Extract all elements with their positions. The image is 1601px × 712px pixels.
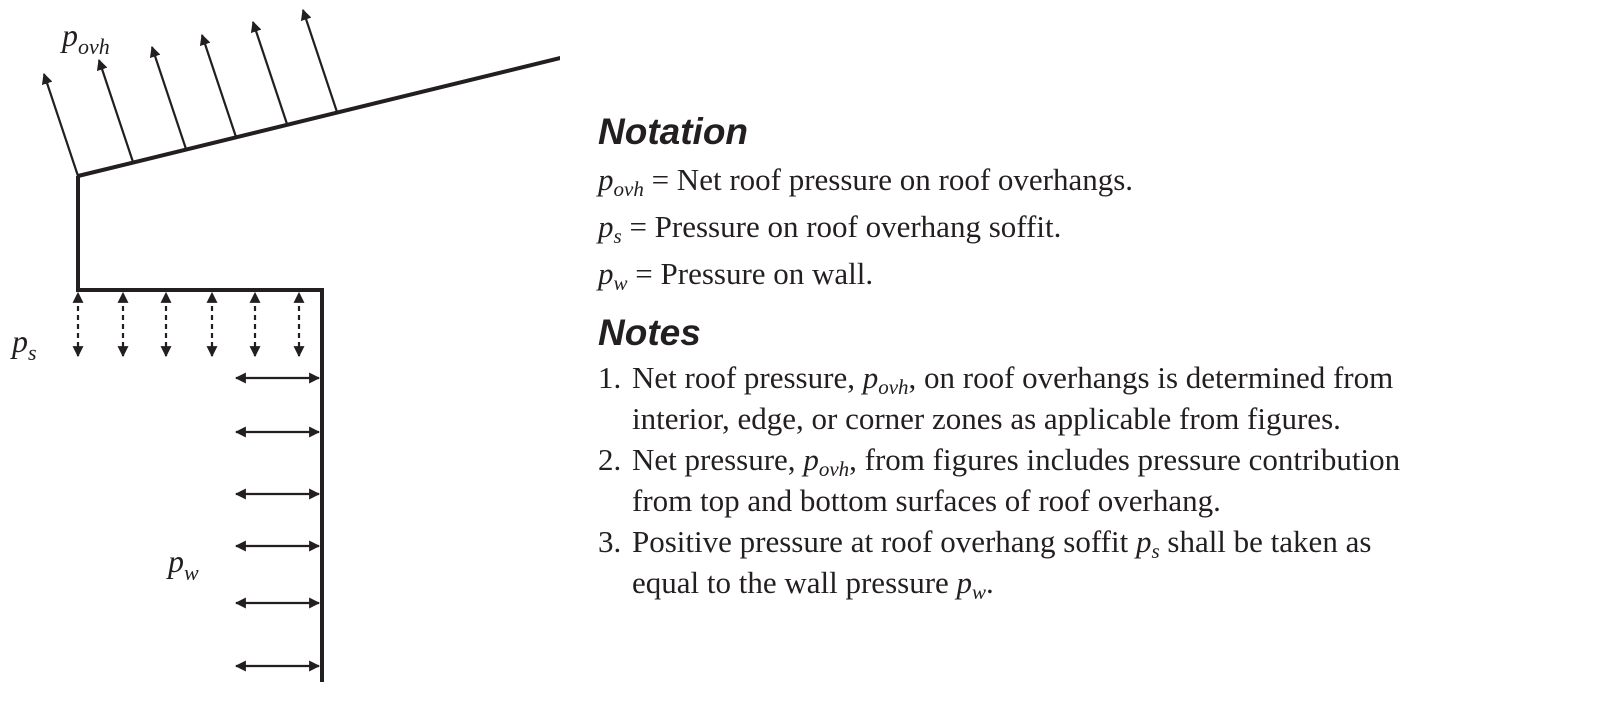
text-panel xyxy=(598,108,1598,603)
note-text: equal to the wall pressure $p_w$. xyxy=(632,565,994,604)
pressure-symbol: $p_{ovh}$ xyxy=(862,360,909,399)
note-line xyxy=(598,562,1598,603)
label-p-ovh: $p_{ovh}$ xyxy=(62,17,110,59)
notes-list xyxy=(598,357,1598,603)
note-text: Net pressure, $p_{ovh}$, from figures includes pressure contribution xyxy=(632,442,1401,481)
note-text: interior, edge, or corner zones as applicable from figures. xyxy=(632,401,1341,436)
notation-item: $p_w$ = Pressure on wall. xyxy=(598,256,874,295)
notation-item: $p_{ovh}$ = Net roof pressure on roof overhangs. xyxy=(598,162,1134,201)
roof-uplift-arrow xyxy=(303,10,337,112)
roof-uplift-arrow xyxy=(202,35,236,137)
note-number xyxy=(598,398,632,439)
note-text: Positive pressure at roof overhang soffit $p_s$ shall be taken as xyxy=(632,524,1372,563)
notation-list xyxy=(598,156,1598,297)
pressure-symbol: $p_s$ xyxy=(1135,524,1160,563)
note-number xyxy=(598,562,632,603)
note-number: 2. xyxy=(598,442,622,477)
pressure-symbol: $p_s$ xyxy=(598,209,622,248)
notation-item: $p_s$ = Pressure on roof overhang soffit. xyxy=(598,209,1062,248)
soffit-pressure-arrows xyxy=(78,293,299,356)
label-p-w: $p_w$ xyxy=(168,543,199,585)
roof-uplift-arrow xyxy=(44,74,78,176)
pressure-symbol: $p_w$ xyxy=(598,256,628,295)
note-line xyxy=(598,480,1598,521)
wall-pressure-arrows xyxy=(236,378,319,666)
notes-heading: Notes xyxy=(598,312,701,353)
overhang-fascia xyxy=(78,176,322,682)
note-number: 3. xyxy=(598,524,622,559)
label-p-s: $p_s$ xyxy=(12,323,37,365)
roof-uplift-arrow xyxy=(99,60,133,162)
note-line xyxy=(598,439,1598,480)
note-number: 1. xyxy=(598,360,622,395)
note-text: from top and bottom surfaces of roof overhang. xyxy=(632,483,1221,518)
notation-heading: Notation xyxy=(598,111,749,152)
pressure-symbol: $p_{ovh}$ xyxy=(598,162,644,201)
note-line xyxy=(598,357,1598,398)
note-line xyxy=(598,521,1598,562)
pressure-symbol: $p_{ovh}$ xyxy=(803,442,850,481)
note-text: Net roof pressure, $p_{ovh}$, on roof overhangs is determined from xyxy=(632,360,1394,399)
note-number xyxy=(598,480,632,521)
roof-uplift-arrow xyxy=(152,47,186,149)
overhang-pressure-diagram xyxy=(0,0,560,712)
pressure-symbol: $p_w$ xyxy=(956,565,987,604)
roof-uplift-arrow xyxy=(253,22,287,124)
note-line xyxy=(598,398,1598,439)
